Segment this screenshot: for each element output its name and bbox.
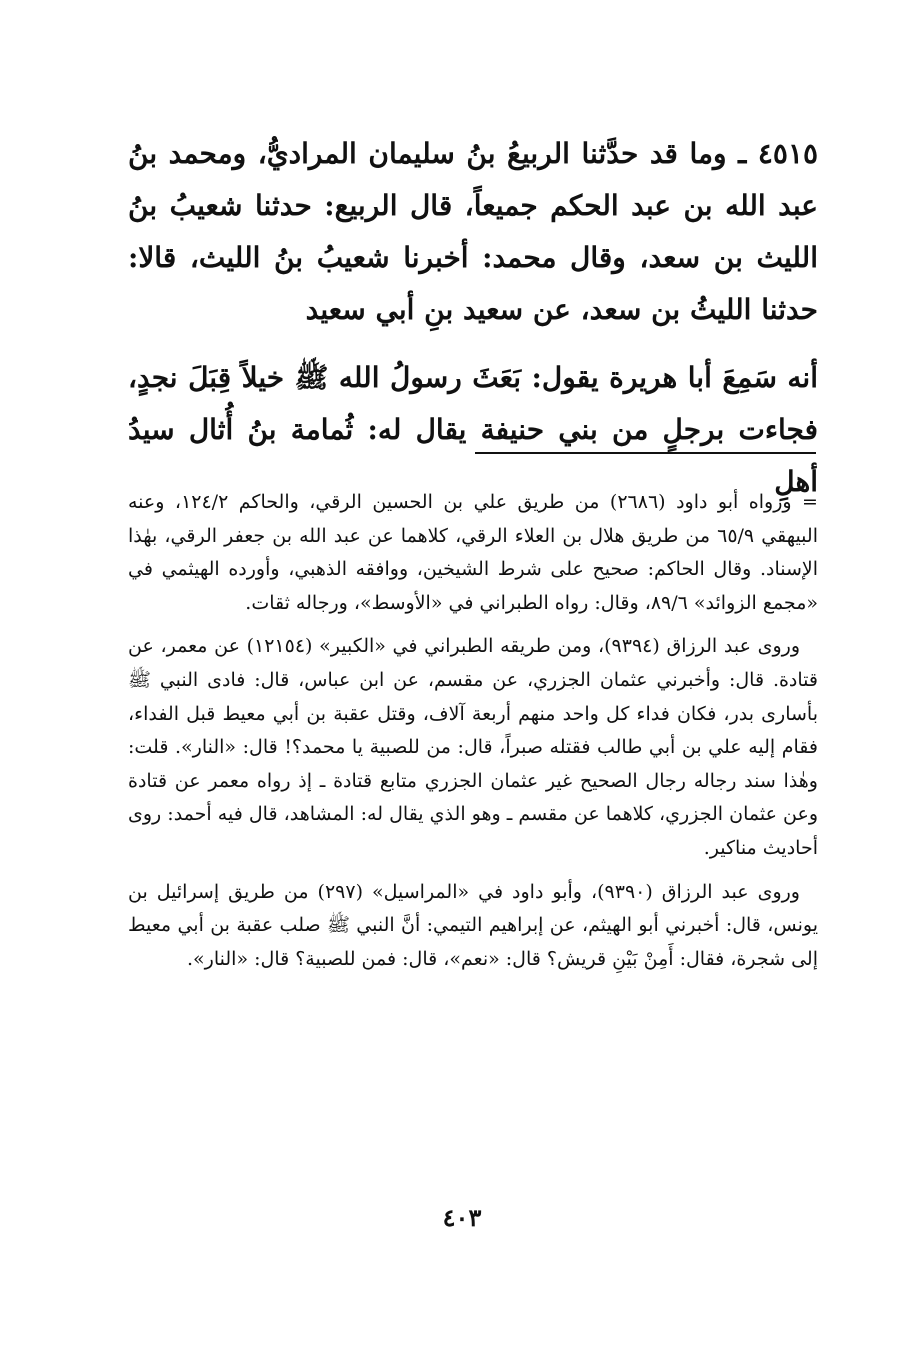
hadith-isnad-paragraph — [128, 128, 818, 336]
footnote-paragraph-1: = ورواه أبو داود (٢٦٨٦) من طريق علي بن الحسين الرقي، والحاكم ١٢٤/٢، وعنه البيهقي ٦٥/٩ من طريق هلال بن العلاء الرقي، كلاهما عن عبد الله بن جعفر الرقي، بهٰذا الإسناد. وقال الحاكم: صحيح على شرط الشيخين، ووافقه الذهبي، وأورده الهيثمي في «مجمع الزوائد» ٨٩/٦، وقال: رواه الطبراني في «الأوسط»، ورجاله ثقات. — [128, 491, 818, 614]
footnotes — [128, 486, 818, 986]
hadith-matn-paragraph: أنه سَمِعَ أبا هريرة يقول: بَعَثَ رسولُ الله ﷺ خيلاً قِبَلَ نجدٍ، فجاءت برجلٍ من بني حنيفة يقال له: ثُمامة بنُ أُثال سيدُ أهلِ — [128, 361, 819, 498]
footnote-paragraph-2: وروى عبد الرزاق (٩٣٩٤)، ومن طريقه الطبراني في «الكبير» (١٢١٥٤) عن معمر، عن قتادة. قال: وأخبرني عثمان الجزري، عن مقسم، عن ابن عباس، قال: فادى النبي ﷺ بأسارى بدر، فكان فداء كل واحد منهم أربعة آلاف، وقتل عقبة بن أبي معيط قبل الفداء، فقام إليه علي بن أبي طالب فقتله صبراً، قال: من للصبية يا محمد؟! قال: «النار». قلت: وهٰذا سند رجاله رجال الصحيح غير عثمان الجزري متابع قتادة ـ إذ رواه معمر عن قتادة وعن عثمان الجزري، كلاهما عن مقسم ـ وهو الذي يقال له: المشاهد، قال فيه أحمد: روى أحاديث مناكير. — [128, 635, 818, 859]
hadith-isnad-text: ـ وما قد حدَّثنا الربيعُ بنُ سليمان المراديُّ، ومحمد بنُ عبد الله بن عبد الحكم جميعاً، قال الربيع: حدثنا شعيبُ بنُ الليث بن سعد، وقال محمد: أخبرنا شعيبُ بنُ الليث، قالا: حدثنا الليثُ بن سعد، عن سعيد بنِ أبي سعيد — [128, 137, 818, 326]
page-number: ٤٠٣ — [442, 1203, 482, 1232]
footnote-paragraph-3: وروى عبد الرزاق (٩٣٩٠)، وأبو داود في «المراسيل» (٢٩٧) من طريق إسرائيل بن يونس، قال: أخبرني أبو الهيثم، عن إبراهيم التيمي: أنَّ النبي ﷺ صلب عقبة بن أبي معيط إلى شجرة، فقال: أَمِنْ بَيْنِ قريش؟ قال: «نعم»، قال: فمن للصبية؟ قال: «النار». — [128, 880, 818, 970]
footnote-separator — [475, 452, 816, 454]
hadith-number: ٤٥١٥ — [757, 137, 819, 170]
hadith-text — [128, 128, 818, 508]
